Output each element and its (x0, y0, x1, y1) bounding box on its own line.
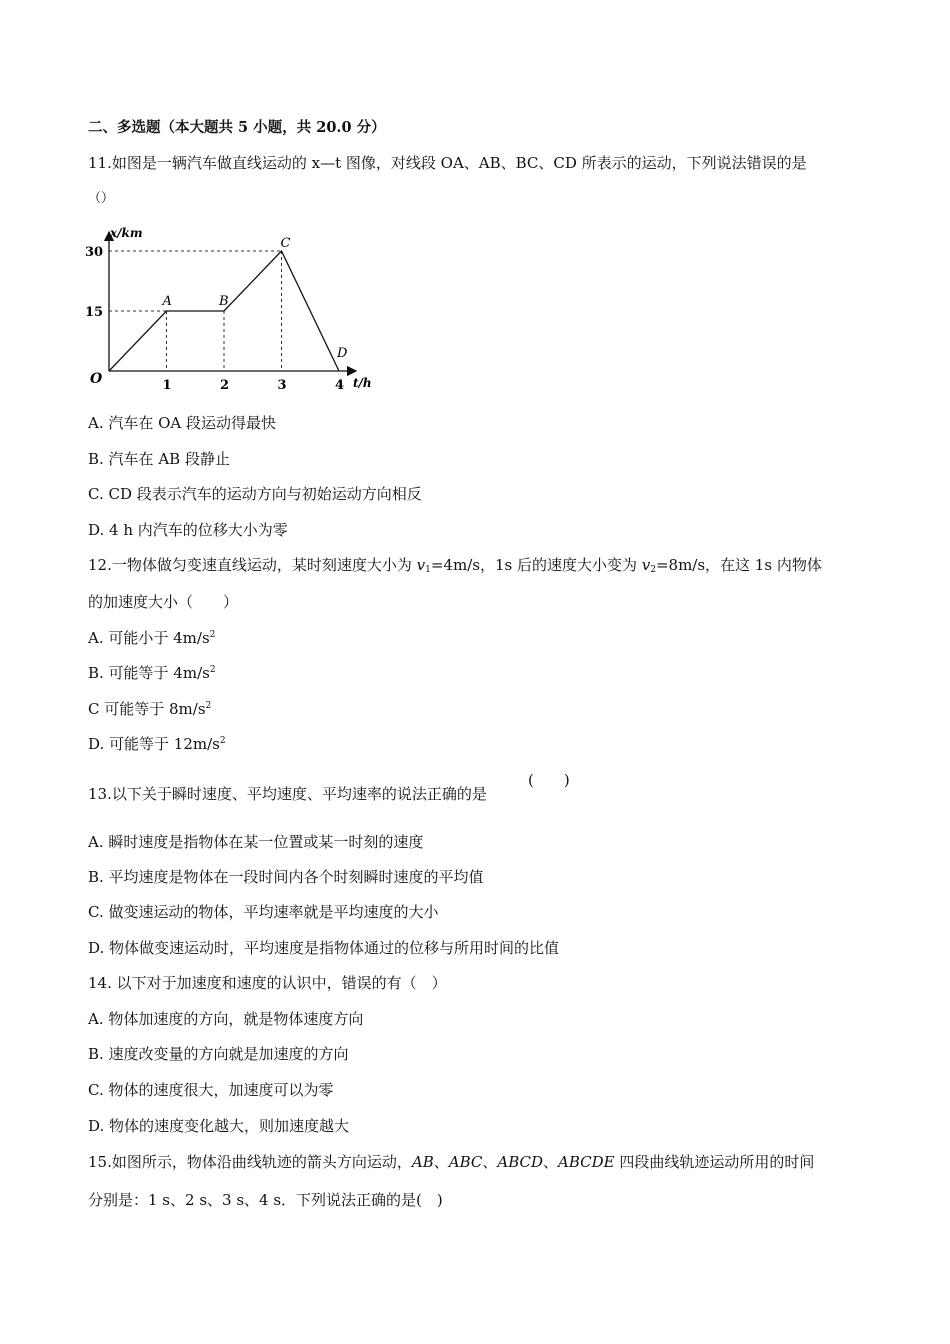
q12-option-d-sup: 2 (219, 736, 226, 746)
y-tick-label-15: 15 (85, 305, 104, 320)
q14-option-a: A. 物体加速度的方向，就是物体速度方向 (88, 1010, 364, 1028)
q12-option-b-sup: 2 (209, 665, 216, 675)
q12-option-d (88, 734, 226, 754)
q11-option-d: D. 4 h 内汽车的位移大小为零 (88, 521, 288, 539)
q11-option-a: A. 汽车在 OA 段运动得最快 (88, 414, 277, 432)
xt-graph (85, 222, 388, 393)
point-label-b: B (219, 294, 229, 309)
x-tick-label-2: 2 (220, 378, 230, 393)
point-label-d: D (337, 346, 348, 361)
q14-stem: 14. 以下对于加速度和速度的认识中，错误的有（ ） (88, 974, 447, 992)
q15-seg-abcde: ABCDE (558, 1153, 615, 1171)
q12-v2-subscript: 2 (650, 565, 656, 575)
q11-option-b: B. 汽车在 AB 段静止 (88, 450, 230, 468)
y-axis-label: x/km (110, 226, 143, 240)
q12-stem-line1 (88, 555, 822, 575)
section-heading: 二、多选题（本大题共 5 小题，共 20.0 分） (88, 119, 386, 136)
q15-stem-line1 (88, 1152, 814, 1172)
q15-sep-1: 、 (433, 1153, 449, 1171)
q15-seg-abc: ABC (448, 1153, 483, 1171)
q15-text-b: 四段曲线轨迹运动所用的时间 (614, 1153, 815, 1171)
point-label-c: C (280, 236, 291, 251)
q12-v2-symbol: v (641, 556, 651, 574)
q13-option-c: C. 做变速运动的物体，平均速率就是平均速度的大小 (88, 903, 439, 921)
q12-v1-symbol: v (416, 556, 426, 574)
q14-option-c: C. 物体的速度很大，加速度可以为零 (88, 1081, 334, 1099)
q12-v1-subscript: 1 (425, 565, 431, 575)
q11-stem: 11.如图是一辆汽车做直线运动的 x—t 图像，对线段 OA、AB、BC、CD 所表示的运动，下列说法错误的是 (88, 154, 807, 172)
q12-text-b: =4m/s，1s 后的速度大小变为 (430, 556, 642, 574)
q13-paren: ( ) (528, 771, 570, 789)
q12-option-a (88, 628, 215, 648)
point-label-a: A (162, 294, 172, 309)
x-axis-label: t/h (353, 376, 372, 390)
origin-label: O (90, 371, 103, 387)
q15-sep-2: 、 (482, 1153, 498, 1171)
q15-sep-3: 、 (543, 1153, 559, 1171)
q11-option-c: C. CD 段表示汽车的运动方向与初始运动方向相反 (88, 485, 422, 503)
q12-option-d-text: D. 可能等于 12m/s (88, 735, 220, 753)
q12-text-c: =8m/s，在这 1s 内物体 (655, 556, 822, 574)
q15-seg-abcd: ABCD (497, 1153, 544, 1171)
q12-option-a-text: A. 可能小于 4m/s (88, 629, 210, 647)
q12-option-a-sup: 2 (209, 630, 216, 640)
q15-text-a: 15.如图所示，物体沿曲线轨迹的箭头方向运动， (88, 1153, 412, 1171)
q15-stem-line2: 分别是：1 s、2 s、3 s、4 s．下列说法正确的是( ) (88, 1191, 443, 1209)
x-tick-label-3: 3 (277, 378, 287, 393)
q15-seg-ab: AB (411, 1153, 434, 1171)
q13-option-a: A. 瞬时速度是指物体在某一位置或某一时刻的速度 (88, 833, 424, 851)
q13-stem: 13.以下关于瞬时速度、平均速度、平均速率的说法正确的是 (88, 785, 487, 803)
x-tick-label-1: 1 (162, 378, 172, 393)
q11-paren: （） (88, 191, 115, 206)
q14-option-b: B. 速度改变量的方向就是加速度的方向 (88, 1045, 349, 1063)
q12-stem-line2: 的加速度大小（ ） (88, 593, 239, 611)
q12-option-c (88, 699, 211, 719)
y-tick-label-30: 30 (85, 245, 104, 260)
q13-option-b: B. 平均速度是物体在一段时间内各个时刻瞬时速度的平均值 (88, 868, 484, 886)
q12-option-c-sup: 2 (205, 701, 212, 711)
x-tick-label-4: 4 (335, 378, 345, 393)
q12-option-c-text: C 可能等于 8m/s (88, 700, 206, 718)
q12-option-b-text: B. 可能等于 4m/s (88, 664, 210, 682)
q12-option-b (88, 663, 216, 683)
q14-option-d: D. 物体的速度变化越大，则加速度越大 (88, 1117, 350, 1135)
q13-option-d: D. 物体做变速运动时，平均速度是指物体通过的位移与所用时间的比值 (88, 939, 560, 957)
q12-text-a: 12.一物体做匀变速直线运动，某时刻速度大小为 (88, 556, 417, 574)
